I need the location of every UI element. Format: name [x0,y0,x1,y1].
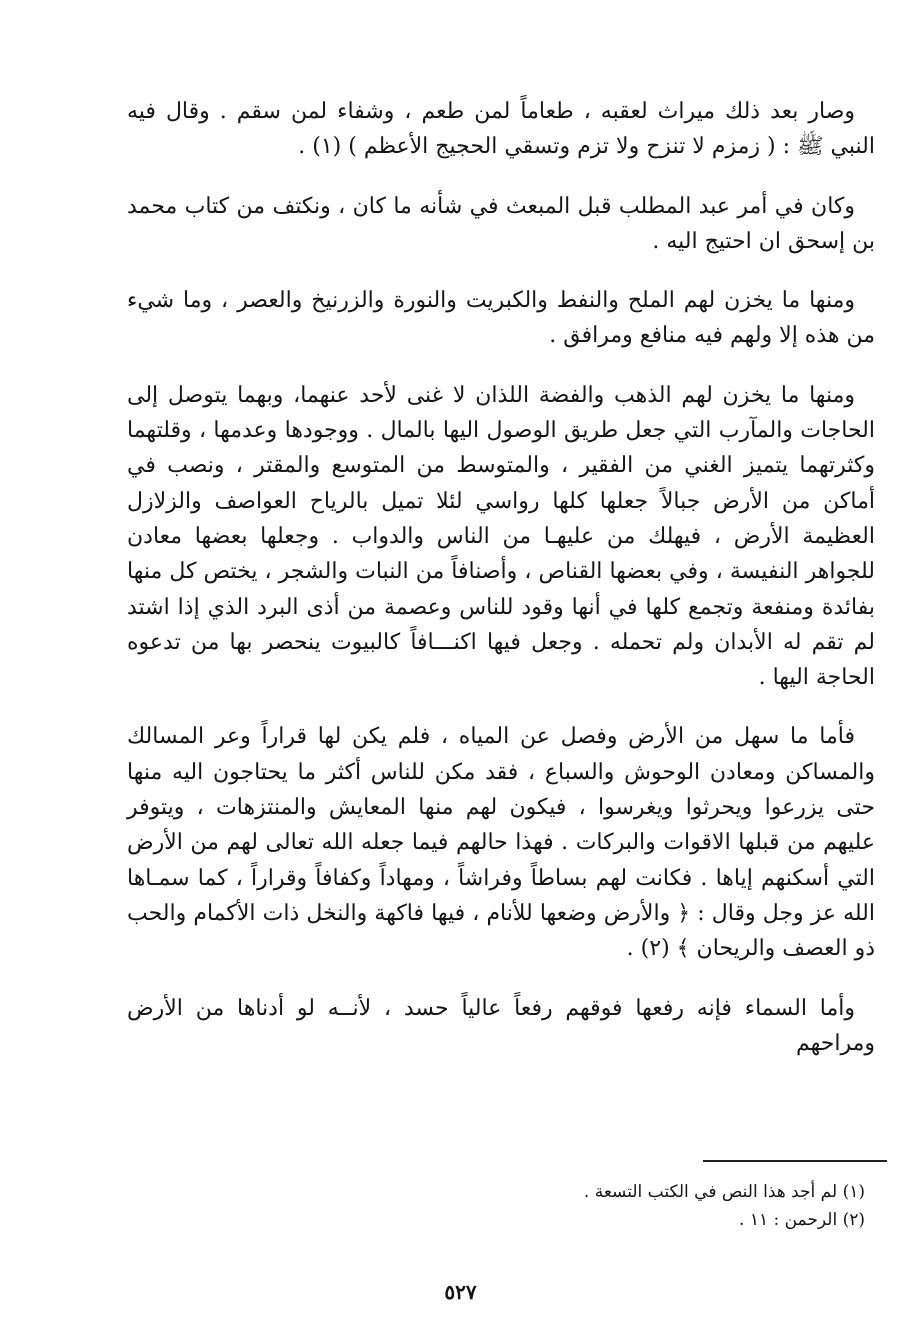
paragraph-text: وصار بعد ذلك ميراث لعقبه ، طعاماً لمن طعم ، وشفاء لمن سقم . وقال فيه النبي ﷺ : ( زمزم لا تنزح ولا تزم وتسقي الحجيج الأعظم ) (١) . [127,99,875,160]
paragraph-minerals [127,283,875,354]
paragraph-zamzam [127,94,875,165]
paragraph-text: وكان في أمر عبد المطلب قبل المبعث في شأنه ما كان ، ونكتف من كتاب محمد بن إسحق ان احتيج اليه . [127,193,875,254]
footnote-divider [703,1160,887,1162]
paragraph-sky [127,991,875,1062]
paragraph-gold-silver [127,378,875,696]
paragraph-text: فأما ما سهل من الأرض وفصل عن المياه ، فلم يكن لها قراراً وعر المسالك والمساكن ومعادن الوحوش والسباع ، فقد مكن للناس أكثر ما يحتاجون اليه منها حتى يزرعوا ويحرثوا ويغرسوا ، فيكون لهم منها المعايش والمنتزهات ، ويتوفر عليهم من قبلها الاقوات والبركات . فهذا حالهم فيما جعله الله تعالى لهم من الأرض التي أسكنهم إياها . فكانت لهم بساطاً وفراشاً ، ومهاداً وكفافاً وقراراً ، كما سمـاها الله عز وجل وقال : ﴿ والأرض وضعها للأنام ، فيها فاكهة والنخل ذات الأكمام والحب ذو العصف والريحان ﴾ (٢) . [127,724,875,962]
paragraph-text: ومنها ما يخزن لهم الذهب والفضة اللذان لا غنى لأحد عنهما، وبهما يتوصل إلى الحاجات والمآرب التي جعل طريق الوصول اليها بالمال . ووجودها وعدمها ، وقلتهما وكثرتهما يتميز الغني من الفقير ، والمتوسط من المتوسع والمقتر ، ونصب في أماكن من الأرض جبالاً جعلها كلها رواسي لئلا تميل بالرياح العواصف والزلازل العظيمة الأرض ، فيهلك من عليهـا من الناس والدواب . وجعلها بعضها معادن للجواهر النفيسة ، وفي بعضها القناص ، وأصنافاً من النبات والشجر ، يختص كل منها بفائدة ومنفعة وتجمع كلها في أنها وقود للناس وعصمة من أذى البرد الذي إذا اشتد لم تقم له الأبدان ولم تحمله . وجعل فيها اكنـــافاً كالبيوت ينحصر بها من تدعوه الحاجة اليها . [127,382,875,691]
paragraph-text: ومنها ما يخزن لهم الملح والنفط والكبريت والنورة والزرنيخ والعصر ، وما شيء من هذه إلا ولهم فيه منافع ومرافق . [127,288,875,349]
footnote-2: (٢) الرحمن : ١١ . [739,1210,865,1230]
paragraph-text: وأما السماء فإنه رفعها فوقهم رفعاً عالياً حسد ، لأنــه لو أدناها من الأرض ومراحهم [127,995,875,1056]
paragraph-abd-al-muttalib [127,189,875,260]
footnotes [465,1178,865,1234]
page-number: ٥٢٧ [444,1280,477,1304]
main-text [127,94,875,1085]
footnote-1: (١) لم أجد هذا النص في الكتب التسعة . [583,1182,865,1202]
paragraph-earth [127,719,875,966]
